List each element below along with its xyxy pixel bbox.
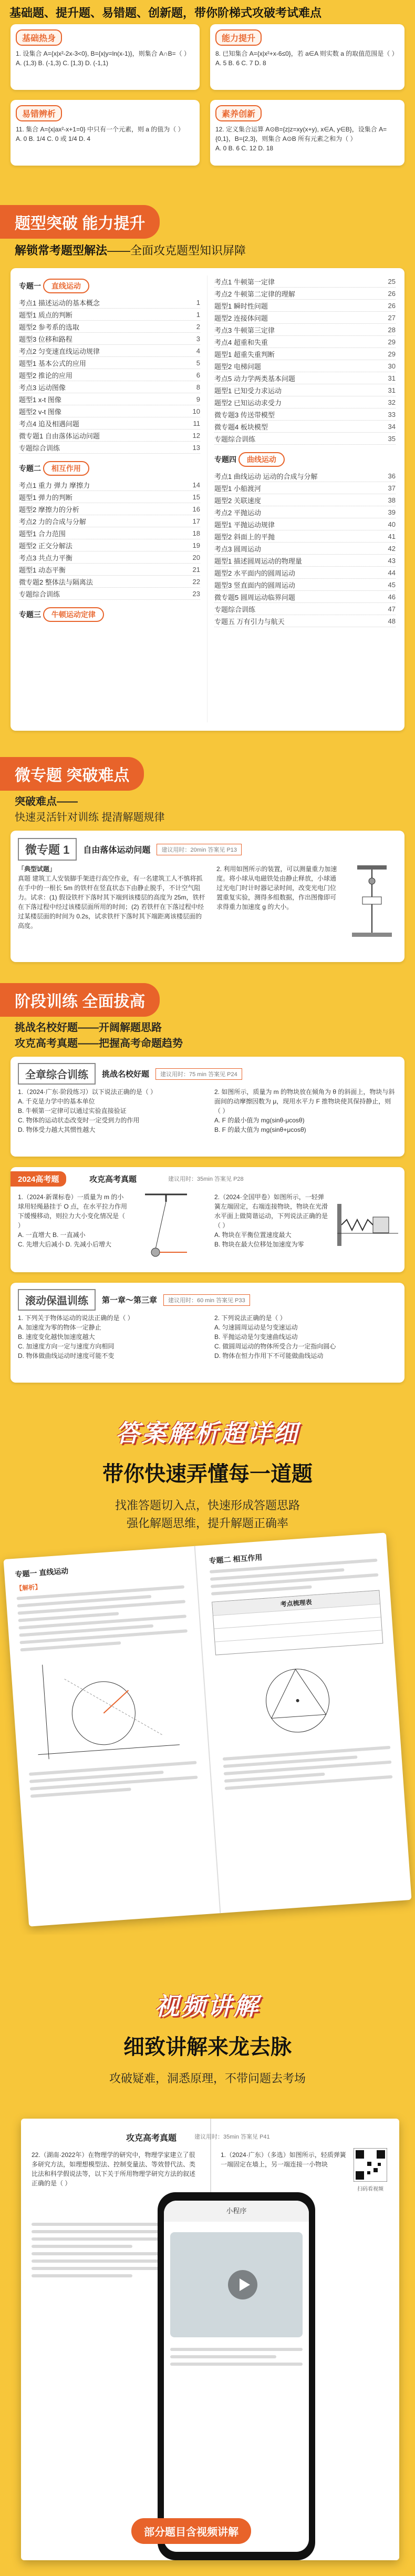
section-line2: 攻克高考真题——把握高考命题趋势 bbox=[15, 1038, 183, 1049]
card-header bbox=[18, 1289, 250, 1311]
qr-block[interactable] bbox=[352, 2148, 389, 2192]
practice-options: A. 0 B. 6 C. 12 D. 18 bbox=[215, 145, 274, 152]
toc-row-title: 题型1 瞬时性问题 bbox=[214, 302, 268, 310]
column-divider bbox=[207, 275, 208, 722]
example-question bbox=[18, 864, 207, 931]
toc-row-title: 题型3 位移和路程 bbox=[19, 335, 72, 343]
toc-row-page: 19 bbox=[192, 541, 200, 549]
stage-training-section bbox=[0, 983, 415, 1388]
toc-row-title: 专题综合训练 bbox=[214, 435, 256, 443]
toc-row-page: 1 bbox=[196, 310, 200, 319]
toc-row-page: 47 bbox=[388, 605, 396, 613]
toc-row-page: 9 bbox=[196, 395, 200, 403]
toc-row-page: 21 bbox=[192, 565, 200, 574]
toc-row-page: 6 bbox=[196, 371, 200, 379]
toc-row-title: 题型2 斜面上的平抛 bbox=[214, 533, 275, 541]
text-line bbox=[170, 2355, 276, 2358]
video-desc: 攻破疑难，洞悉原理，不带问题去考场 bbox=[109, 2072, 306, 2085]
practice-options: A. (1,3) B. (-1,3) C. [1,3) D. (-1,1) bbox=[16, 59, 109, 67]
toc-row-page: 43 bbox=[388, 556, 396, 565]
card-right-questions: 2. 下列说法正确的是（ ） A. 匀速圆周运动是匀变速运动 B. 平抛运动是匀变速曲线运动 C. 做圆周运动的物体所受合力一定指向圆心 D. 物体在恒力作用下不可能做曲线运动 bbox=[214, 1314, 336, 1359]
intro-line: 基础题、提升题、易错题、创新题，带你阶梯式攻破考试难点 bbox=[9, 6, 322, 19]
toc-row-page: 22 bbox=[192, 577, 200, 586]
toc-row[interactable] bbox=[214, 555, 396, 567]
toc-row[interactable] bbox=[214, 482, 396, 494]
qr-label: 扫码看视频 bbox=[357, 2186, 383, 2192]
toc-row-title: 题型1 小船渡河 bbox=[214, 484, 261, 493]
toc-row-title: 题型2 参考系的选取 bbox=[19, 323, 79, 331]
toc-chapter bbox=[19, 458, 200, 479]
toc-row-page: 40 bbox=[388, 520, 396, 528]
circle-figure bbox=[216, 1651, 379, 1751]
phone-text bbox=[170, 2348, 303, 2366]
text-line bbox=[32, 2245, 132, 2248]
toc-row-title: 微专题3 传送带模型 bbox=[214, 411, 275, 419]
gaokao-tag: 2024高考题 bbox=[11, 1171, 66, 1187]
toc-row-page: 8 bbox=[196, 383, 200, 391]
table-title: 考点梳理表 bbox=[212, 1591, 380, 1616]
toc-row[interactable] bbox=[19, 491, 200, 503]
book-meta: 建议用时：35min 答案见 P41 bbox=[194, 2134, 270, 2140]
rolling-card bbox=[11, 1283, 404, 1383]
toc-row-title: 题型2 正交分解法 bbox=[19, 541, 72, 550]
toc-row-title: 题型1 基本公式的应用 bbox=[19, 359, 86, 367]
toc-row[interactable] bbox=[19, 345, 200, 357]
toc-row-page: 36 bbox=[388, 472, 396, 480]
toc-row[interactable] bbox=[19, 405, 200, 417]
practice-card-basic bbox=[11, 24, 200, 90]
toc-row-title: 专题综合训练 bbox=[19, 444, 60, 452]
text-line bbox=[32, 2274, 132, 2277]
toc-row[interactable] bbox=[214, 372, 396, 384]
toc-row-title: 考点1 曲线运动 运动的合成与分解 bbox=[214, 472, 318, 481]
toc-row[interactable] bbox=[214, 579, 396, 591]
toc-row[interactable] bbox=[19, 576, 200, 588]
toc-list bbox=[19, 479, 200, 600]
card-right-questions: 2. 如图所示，质量为 m 的物块放在倾角为 θ 的斜面上，物块与斜面间的动摩擦因数为 μ，现用水平力 F 推物块使其保持静止，则（ ） A. F 的最小值为 mg(sinθ-μcosθ) B. F 的最大值为 mg(sinθ+μcosθ) bbox=[214, 1088, 395, 1133]
answers-desc-1: 找准答题切入点，快速形成答题思路 bbox=[115, 1499, 300, 1512]
toc-row-title: 微专题4 板块模型 bbox=[214, 423, 268, 431]
section-line1: 突破难点—— bbox=[15, 796, 78, 807]
toc-row[interactable] bbox=[19, 564, 200, 576]
practice-card-innovation bbox=[210, 100, 404, 166]
card-left-questions: 1. 下列关于物体运动的说法正确的是（ ） A. 加速度为零的物体一定静止 B. 速度变化越快加速度越大 C. 加速度方向一定与速度方向相同 D. 物体做曲线运动时速度可能不变 bbox=[18, 1314, 134, 1359]
toc-row-title: 题型1 动态平衡 bbox=[19, 566, 66, 574]
toc-list bbox=[214, 470, 396, 627]
toc-chapter bbox=[19, 275, 200, 297]
section-line1: 挑战名校好题——开阔解题思路 bbox=[15, 1022, 162, 1034]
toc-row[interactable] bbox=[214, 494, 396, 506]
toc-row-title: 题型1 质点的判断 bbox=[19, 311, 72, 319]
toc-row[interactable] bbox=[214, 567, 396, 579]
intro-section bbox=[0, 0, 415, 173]
toc-row-title: 题型3 竖直面内的圆周运动 bbox=[214, 581, 295, 589]
toc-row-title: 微专题1 自由落体运动问题 bbox=[19, 432, 100, 440]
toc-row-page: 17 bbox=[192, 517, 200, 525]
toc-row[interactable] bbox=[214, 288, 396, 300]
toc-section bbox=[0, 205, 415, 741]
toc-row[interactable] bbox=[19, 393, 200, 405]
toc-row[interactable] bbox=[19, 417, 200, 430]
toc-row-page: 4 bbox=[196, 346, 200, 355]
answer-book bbox=[3, 1532, 411, 1926]
toc-row[interactable] bbox=[214, 470, 396, 482]
toc-row[interactable] bbox=[19, 333, 200, 345]
toc-chapter bbox=[19, 604, 200, 625]
toc-row[interactable] bbox=[214, 518, 396, 530]
toc-chapter bbox=[214, 449, 396, 470]
toc-row[interactable] bbox=[214, 615, 396, 627]
toc-row[interactable] bbox=[19, 588, 200, 600]
toc-row-page: 48 bbox=[388, 617, 396, 625]
phone-screen bbox=[164, 2201, 309, 2552]
play-icon[interactable] bbox=[227, 2269, 258, 2301]
toc-right-column bbox=[214, 275, 396, 627]
toc-row-page: 3 bbox=[196, 334, 200, 343]
toc-row-page: 45 bbox=[388, 580, 396, 589]
toc-row-page: 46 bbox=[388, 592, 396, 601]
toc-row-title: 考点3 共点力平衡 bbox=[19, 554, 72, 562]
text-line bbox=[32, 2260, 166, 2263]
toc-row-title: 题型2 推论的应用 bbox=[19, 371, 72, 380]
special-label: 专题二 bbox=[19, 464, 41, 473]
micro-label: 微专题 1 bbox=[18, 838, 77, 861]
toc-row-page: 34 bbox=[388, 422, 396, 431]
toc-row[interactable] bbox=[214, 275, 396, 288]
micro-card-header bbox=[18, 838, 242, 861]
toc-row-page: 26 bbox=[388, 289, 396, 298]
text-line bbox=[170, 2363, 303, 2366]
answer-head: 【解析】 bbox=[15, 1583, 42, 1592]
practice-question: 8. 已知集合 A={x|x²+x-6≤0}，若 a∈A 则实数 a 的取值范围是（ ） bbox=[215, 50, 398, 57]
gaokao-card bbox=[11, 1167, 404, 1272]
section-tag: 阶段训练 全面拔高 bbox=[0, 983, 160, 1017]
card-left-questions: 1.（2024·新课标卷）一质量为 m 的小球用轻绳悬挂于 O 点，在水平拉力作用下缓慢移动，则拉力大小变化情况是（ ） A. 一直增大 B. 一直减小 C. 先增大后减小 D. 先减小后增大 bbox=[18, 1193, 128, 1248]
toc-row-page: 18 bbox=[192, 529, 200, 537]
video-banner: 视频讲解 bbox=[155, 1992, 260, 2020]
toc-row-page: 35 bbox=[388, 434, 396, 443]
toc-row-page: 39 bbox=[388, 508, 396, 516]
toc-row-page: 16 bbox=[192, 505, 200, 513]
graph-figure bbox=[21, 1650, 185, 1766]
video-player[interactable] bbox=[170, 2232, 303, 2337]
toc-row-title: 考点4 追及相遇问题 bbox=[19, 420, 79, 428]
toc-row-title: 考点3 圆周运动 bbox=[214, 545, 261, 553]
toc-row[interactable] bbox=[19, 442, 200, 454]
toc-row-title: 专题综合训练 bbox=[214, 605, 256, 614]
toc-row-title: 考点4 超重和失重 bbox=[214, 338, 268, 346]
toc-row-page: 27 bbox=[388, 313, 396, 322]
card-title: 全章综合训练 bbox=[18, 1063, 96, 1085]
practice-card-advanced bbox=[210, 24, 404, 90]
practice-options: A. 5 B. 6 C. 7 D. 8 bbox=[215, 59, 266, 67]
section-tag: 微专题 突破难点 bbox=[0, 757, 144, 791]
answers-banner: 答案解析超详细 bbox=[116, 1419, 299, 1447]
special-label: 专题一 bbox=[19, 282, 41, 290]
chapter-pill[interactable]: 相互作用 bbox=[43, 461, 89, 476]
toc-row-title: 题型1 合力范围 bbox=[19, 529, 66, 538]
text-line bbox=[32, 2230, 166, 2233]
toc-row[interactable] bbox=[19, 551, 200, 564]
practice-question: 1. 设集合 A={x|x²-2x-3<0}, B={x|y=ln(x-1)}，则集合 A∩B=（ ） bbox=[16, 50, 190, 57]
toc-row[interactable] bbox=[214, 360, 396, 372]
toc-row-title: 考点2 力的合成与分解 bbox=[19, 517, 86, 526]
toc-row-page: 25 bbox=[388, 277, 396, 285]
toc-row-title: 考点3 运动图像 bbox=[19, 383, 66, 392]
toc-row-page: 1 bbox=[196, 298, 200, 306]
page-title: 专题二 相互作用 bbox=[209, 1552, 263, 1566]
toc-row-title: 题型2 v-t 图像 bbox=[19, 407, 61, 416]
page-title: 专题一 直线运动 bbox=[14, 1566, 69, 1579]
toc-row-page: 29 bbox=[388, 338, 396, 346]
video-cta-button[interactable]: 部分题目含视频讲解 bbox=[131, 2518, 251, 2544]
toc-row-title: 考点1 牛顿第一定律 bbox=[214, 278, 275, 286]
special-label: 专题四 bbox=[214, 455, 236, 464]
toc-row[interactable] bbox=[214, 396, 396, 408]
toc-row[interactable] bbox=[214, 312, 396, 324]
book-left-page bbox=[15, 1558, 199, 1802]
toc-row-page: 31 bbox=[388, 374, 396, 382]
toc-row-page: 10 bbox=[192, 407, 200, 415]
toc-row-title: 考点3 牛顿第三定律 bbox=[214, 326, 275, 334]
card-title: 攻克高考真题 bbox=[89, 1175, 137, 1184]
answers-section bbox=[0, 1409, 415, 1935]
card-meta: 建议用时：75 min 答案见 P24 bbox=[155, 1068, 242, 1080]
toc-row-title: 考点2 平抛运动 bbox=[214, 508, 261, 517]
book-question-1: 22.（湖南·2022年）在物理学的研究中，物理学家建立了很多研究方法，如理想模型法、控制变量法、等效替代法、类比法和科学假说法等，以下关于所用物理学研究方法的叙述正确的是（ ） bbox=[32, 2151, 196, 2187]
toc-row-page: 15 bbox=[192, 493, 200, 501]
micro-topic-section bbox=[0, 757, 415, 973]
text-line bbox=[170, 2348, 303, 2351]
toc-row-page: 44 bbox=[388, 568, 396, 577]
toc-row-page: 5 bbox=[196, 359, 200, 367]
book-question-2: 1.（2024·广东）（多选）如图所示，轻质弹簧一端固定在墙上，另一端连接一小物块 bbox=[221, 2151, 346, 2168]
practice-card-mistake bbox=[11, 100, 200, 166]
toc-row-title: 题型1 超重失重判断 bbox=[214, 350, 275, 359]
toc-row-title: 题型1 已知受力求运动 bbox=[214, 386, 282, 395]
answers-desc-2: 强化解题思维，提升解题正确率 bbox=[126, 1517, 288, 1530]
toc-row-page: 31 bbox=[388, 386, 396, 394]
toc-row[interactable] bbox=[214, 408, 396, 421]
toc-row-page: 20 bbox=[192, 553, 200, 561]
toc-row-title: 题型2 电梯问题 bbox=[214, 362, 261, 371]
micro-topic-card bbox=[11, 831, 404, 962]
toc-row[interactable] bbox=[214, 300, 396, 312]
toc-row[interactable] bbox=[214, 336, 396, 348]
toc-card bbox=[11, 268, 404, 731]
toc-row-page: 23 bbox=[192, 589, 200, 598]
card-header bbox=[18, 1063, 242, 1085]
toc-row[interactable] bbox=[19, 321, 200, 333]
toc-row-title: 题型1 弹力的判断 bbox=[19, 493, 72, 502]
toc-row[interactable] bbox=[19, 527, 200, 539]
practice-question: 12. 定义集合运算 A⊙B={z|z=xy(x+y), x∈A, y∈B}，设集合 A={0,1}，B={2,3}，则集合 A⊙B 所有元素之和为（ ） bbox=[215, 126, 387, 142]
toc-row-title: 考点1 重力 弹力 摩擦力 bbox=[19, 481, 90, 489]
toc-row-title: 考点5 动力学两类基本问题 bbox=[214, 374, 295, 383]
toc-row-page: 13 bbox=[192, 443, 200, 452]
toc-row[interactable] bbox=[214, 591, 396, 603]
toc-row[interactable] bbox=[214, 530, 396, 543]
toc-row-title: 题型2 关联速度 bbox=[214, 496, 261, 505]
micro-meta: 建议用时：20min 答案见 P13 bbox=[157, 844, 242, 855]
toc-row[interactable] bbox=[214, 603, 396, 615]
card-left-questions: 1.（2024·广东·阶段练习）以下说法正确的是（ ） A. 千克是力学中的基本单位 B. 牛顿第一定律可以通过实验直接验证 C. 物体的运动状态改变时一定受到力的作用 D. 物体受力越大其惯性越大 bbox=[18, 1088, 157, 1133]
toc-row[interactable] bbox=[214, 506, 396, 518]
practice-options: A. 0 B. 1/4 C. 0 或 1/4 D. 4 bbox=[16, 135, 91, 142]
toc-row-page: 2 bbox=[196, 322, 200, 331]
toc-row-title: 微专题2 整体法与隔离法 bbox=[19, 578, 93, 586]
toc-row[interactable] bbox=[214, 348, 396, 360]
card-meta: 建议用时：35min 答案见 P28 bbox=[168, 1176, 244, 1182]
section-subtitle bbox=[15, 242, 246, 258]
toc-row-page: 11 bbox=[193, 419, 200, 427]
toc-row-page: 26 bbox=[388, 301, 396, 310]
phone-header: 小程序 bbox=[164, 2201, 309, 2222]
toc-row[interactable] bbox=[214, 543, 396, 555]
toc-row-title: 专题综合训练 bbox=[19, 590, 60, 598]
card-subtitle: 第一章～第三章 bbox=[102, 1296, 158, 1305]
toc-row[interactable] bbox=[214, 324, 396, 336]
practice-tag: 素养创新 bbox=[215, 105, 262, 121]
card-title: 滚动保温训练 bbox=[18, 1289, 96, 1311]
book-right-page bbox=[209, 1544, 393, 1794]
toc-row[interactable] bbox=[19, 309, 200, 321]
toc-left-column bbox=[19, 275, 200, 625]
toc-row[interactable] bbox=[19, 503, 200, 515]
practice-question: 11. 集合 A={x|ax²-x+1=0} 中只有一个元素，则 a 的值为（ ） bbox=[16, 126, 184, 133]
summary-table bbox=[212, 1590, 383, 1655]
toc-row[interactable] bbox=[19, 369, 200, 381]
toc-row[interactable] bbox=[19, 297, 200, 309]
toc-row[interactable] bbox=[19, 381, 200, 393]
toc-list bbox=[19, 297, 200, 454]
toc-row-title: 专题五 万有引力与航天 bbox=[214, 617, 285, 626]
toc-row-title: 考点2 匀变速直线运动规律 bbox=[19, 347, 100, 355]
micro-title: 自由落体运动问题 bbox=[83, 846, 151, 855]
apparatus-figure bbox=[347, 860, 397, 939]
subtitle-rest: ——全面攻克题型知识屏障 bbox=[107, 244, 246, 257]
practice-tag: 基础热身 bbox=[16, 29, 62, 46]
chapter-pill[interactable]: 牛顿运动定律 bbox=[43, 607, 104, 622]
toc-row-title: 微专题5 圆周运动临界问题 bbox=[214, 593, 295, 601]
subtitle-bold: 解锁常考题型解法 bbox=[15, 244, 108, 257]
toc-row[interactable] bbox=[214, 421, 396, 433]
section-line2: 快速灵活针对训练 提清解题规律 bbox=[15, 812, 165, 823]
toc-row[interactable] bbox=[19, 479, 200, 491]
toc-row[interactable] bbox=[19, 515, 200, 527]
toc-row-page: 38 bbox=[388, 496, 396, 504]
toc-row-title: 题型1 x-t 图像 bbox=[19, 395, 61, 404]
comprehensive-card bbox=[11, 1057, 404, 1157]
example-text: 真题 建筑工人安装脚手架进行高空作业，有一名建筑工人不慎将抓在手中的一根长 5m 的铁杆在竖直状态下由静止脱手，不计空气阻力。试求：(1) 假设铁杆下落时其下端到该楼层的高度为 25m，铁杆在下落过程中经过该楼层面所用的时间；(2) 若铁杆在下落过程中经过某楼层面的时间为 0.2s，试求铁杆下落时其下端距离该楼层面的高度。 bbox=[18, 875, 205, 929]
toc-row-page: 33 bbox=[388, 410, 396, 418]
toc-row-page: 14 bbox=[192, 481, 200, 489]
toc-row-title: 题型1 平抛运动规律 bbox=[214, 520, 275, 529]
phone-mockup bbox=[158, 2192, 315, 2560]
answers-headline: 带你快速弄懂每一道题 bbox=[102, 1463, 313, 1486]
toc-row-page: 41 bbox=[388, 532, 396, 540]
toc-row[interactable] bbox=[19, 357, 200, 369]
toc-row-title: 题型1 描述圆周运动的物理量 bbox=[214, 557, 302, 565]
toc-row-page: 32 bbox=[388, 398, 396, 406]
card-right-questions: 2.（2024·全国甲卷）如图所示，一轻弹簧左端固定，右端连接物块，物块在光滑水平面上做简谐运动，下列说法正确的是（ ） A. 物块在平衡位置速度最大 B. 物块在最大位移处加速度为零 bbox=[214, 1193, 328, 1248]
toc-row[interactable] bbox=[214, 384, 396, 396]
toc-row-title: 考点2 牛顿第二定律的理解 bbox=[214, 290, 295, 298]
toc-row[interactable] bbox=[19, 430, 200, 442]
card-subtitle: 挑战名校好题 bbox=[102, 1070, 150, 1079]
toc-list bbox=[214, 275, 396, 445]
practice-tag: 能力提升 bbox=[215, 29, 262, 46]
toc-row-page: 37 bbox=[388, 484, 396, 492]
toc-row-page: 12 bbox=[192, 431, 200, 439]
pendulum-figure bbox=[134, 1191, 198, 1265]
chapter-pill[interactable]: 直线运动 bbox=[43, 279, 89, 293]
card-meta: 建议用时：60 min 答案见 P33 bbox=[163, 1294, 250, 1306]
section-tag: 题型突破 能力提升 bbox=[0, 205, 160, 239]
spring-figure bbox=[336, 1199, 399, 1256]
video-section bbox=[0, 1945, 415, 2576]
toc-row-page: 29 bbox=[388, 350, 396, 358]
chapter-pill[interactable]: 曲线运动 bbox=[238, 452, 285, 467]
toc-row-title: 题型2 水平面内的圆周运动 bbox=[214, 569, 295, 577]
special-label: 专题三 bbox=[19, 610, 41, 619]
toc-row[interactable] bbox=[19, 539, 200, 551]
toc-row-title: 题型2 连接体问题 bbox=[214, 314, 268, 322]
qr-code-icon bbox=[354, 2148, 387, 2182]
toc-row-page: 28 bbox=[388, 325, 396, 334]
toc-row-title: 考点1 描述运动的基本概念 bbox=[19, 299, 100, 307]
toc-row-title: 题型2 摩擦力的分析 bbox=[19, 505, 79, 514]
practice-tag: 易错辨析 bbox=[16, 105, 62, 121]
example-tag: 「典型试题」 bbox=[18, 865, 56, 873]
toc-row-title: 题型2 已知运动求受力 bbox=[214, 398, 282, 407]
toc-row-page: 42 bbox=[388, 544, 396, 553]
right-question: 2. 利用如图所示的装置，可以测量重力加速度。将小球从电磁铁处由静止释放，小球通过光电门时计时器记录时间，改变光电门位置重复实验，测得多组数据，作出图像即可求得重力加速度 g 的大小。 bbox=[216, 865, 337, 911]
toc-row[interactable] bbox=[214, 433, 396, 445]
toc-row-page: 30 bbox=[388, 362, 396, 370]
video-headline: 细致讲解来龙去脉 bbox=[123, 2036, 292, 2059]
book-title: 攻克高考真题 bbox=[126, 2134, 177, 2143]
